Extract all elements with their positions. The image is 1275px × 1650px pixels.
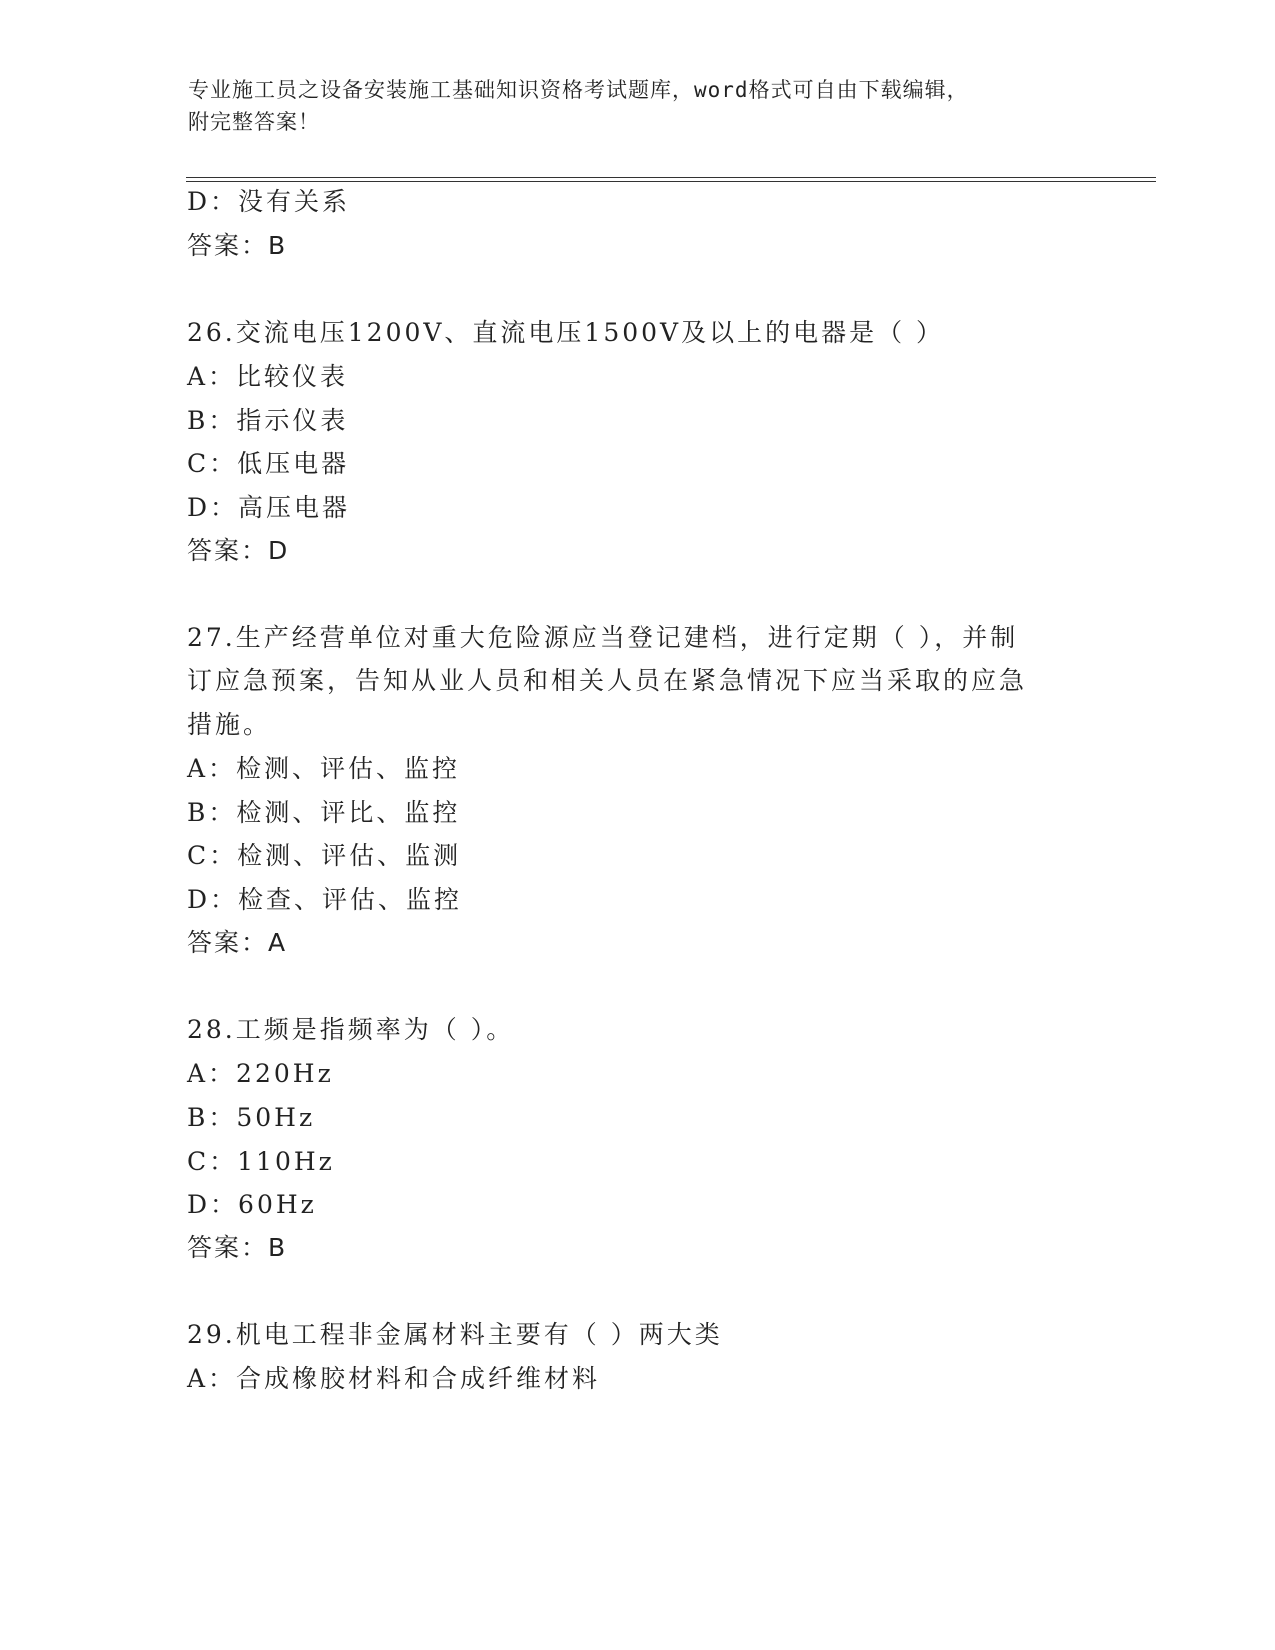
q29-stem: 29.机电工程非金属材料主要有（ ）两大类 bbox=[187, 1320, 723, 1349]
q28-answer: 答案：B bbox=[187, 1233, 288, 1262]
q27-option-c: C：检测、评估、监测 bbox=[187, 841, 462, 870]
q28-stem: 28.工频是指频率为（ ）。 bbox=[187, 1015, 515, 1044]
q28-option-d: D：60Hz bbox=[187, 1190, 317, 1219]
q29-option-a: A：合成橡胶材料和合成纤维材料 bbox=[187, 1364, 601, 1393]
q26-option-c: C：低压电器 bbox=[187, 449, 350, 478]
header-divider-top bbox=[186, 177, 1156, 178]
prev-answer: 答案：B bbox=[187, 231, 288, 260]
header-line-2: 附完整答案！ bbox=[188, 110, 320, 134]
q27-option-d: D：检查、评估、监控 bbox=[187, 885, 463, 914]
header-divider-bottom bbox=[186, 181, 1156, 182]
prev-option-d: D：没有关系 bbox=[187, 187, 351, 216]
q27-option-b: B：检测、评比、监控 bbox=[187, 798, 461, 827]
q28-option-b: B：50Hz bbox=[187, 1103, 316, 1132]
q27-stem-line-3: 措施。 bbox=[187, 710, 272, 739]
q26-stem: 26.交流电压1200V、直流电压1500V及以上的电器是（ ） bbox=[187, 318, 945, 347]
q27-answer: 答案：A bbox=[187, 928, 288, 957]
q26-option-a: A：比较仪表 bbox=[187, 362, 349, 391]
document-header bbox=[188, 74, 1068, 138]
q28-option-c: C：110Hz bbox=[187, 1147, 335, 1176]
q28-option-a: A：220Hz bbox=[187, 1059, 334, 1088]
q27-stem-line-1: 27.生产经营单位对重大危险源应当登记建档，进行定期（ ），并制 bbox=[187, 623, 1019, 652]
q26-option-d: D：高压电器 bbox=[187, 493, 351, 522]
q26-answer: 答案：D bbox=[187, 536, 290, 565]
q26-option-b: B：指示仪表 bbox=[187, 406, 349, 435]
header-line-1: 专业施工员之设备安装施工基础知识资格考试题库，word格式可自由下载编辑， bbox=[188, 78, 969, 102]
q27-stem-line-2: 订应急预案，告知从业人员和相关人员在紧急情况下应当采取的应急 bbox=[187, 666, 1028, 695]
q27-option-a: A：检测、评估、监控 bbox=[187, 754, 461, 783]
